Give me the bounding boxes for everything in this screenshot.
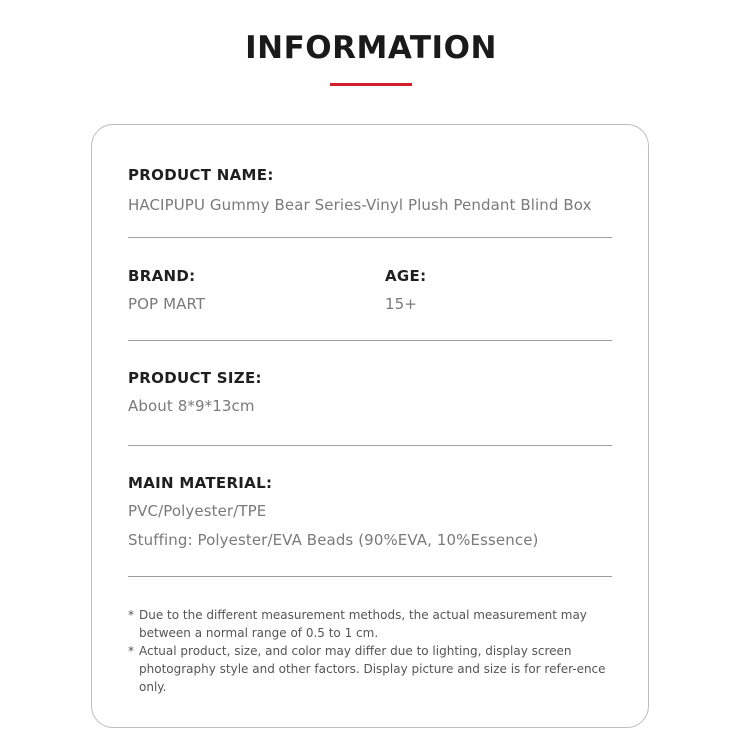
divider	[128, 237, 612, 238]
page-title: INFORMATION	[245, 30, 497, 66]
note-text: Actual product, size, and color may differ due to lighting, display screen photography style and other factors. Display picture and size is for refer-ence only.	[139, 644, 606, 694]
divider	[128, 445, 612, 446]
asterisk-marker: *	[128, 644, 134, 658]
brand-label: BRAND:	[128, 267, 196, 285]
asterisk-marker: *	[128, 608, 134, 622]
main-material-line: PVC/Polyester/TPE	[128, 502, 267, 520]
age-value: 15+	[385, 295, 417, 313]
age-label: AGE:	[385, 267, 427, 285]
product-name-value: HACIPUPU Gummy Bear Series-Vinyl Plush Pendant Blind Box	[128, 196, 592, 214]
note-item	[128, 642, 618, 696]
divider	[128, 576, 612, 577]
main-material-line: Stuffing: Polyester/EVA Beads (90%EVA, 10%Essence)	[128, 531, 539, 549]
title-underline	[330, 83, 412, 86]
note-text: Due to the different measurement methods, the actual measurement may between a normal range of 0.5 to 1 cm.	[139, 608, 587, 640]
disclaimer-notes	[128, 606, 618, 696]
brand-value: POP MART	[128, 295, 206, 313]
product-size-value: About 8*9*13cm	[128, 397, 255, 415]
product-name-label: PRODUCT NAME:	[128, 166, 274, 184]
note-item	[128, 606, 618, 642]
product-size-label: PRODUCT SIZE:	[128, 369, 262, 387]
divider	[128, 340, 612, 341]
main-material-label: MAIN MATERIAL:	[128, 474, 273, 492]
